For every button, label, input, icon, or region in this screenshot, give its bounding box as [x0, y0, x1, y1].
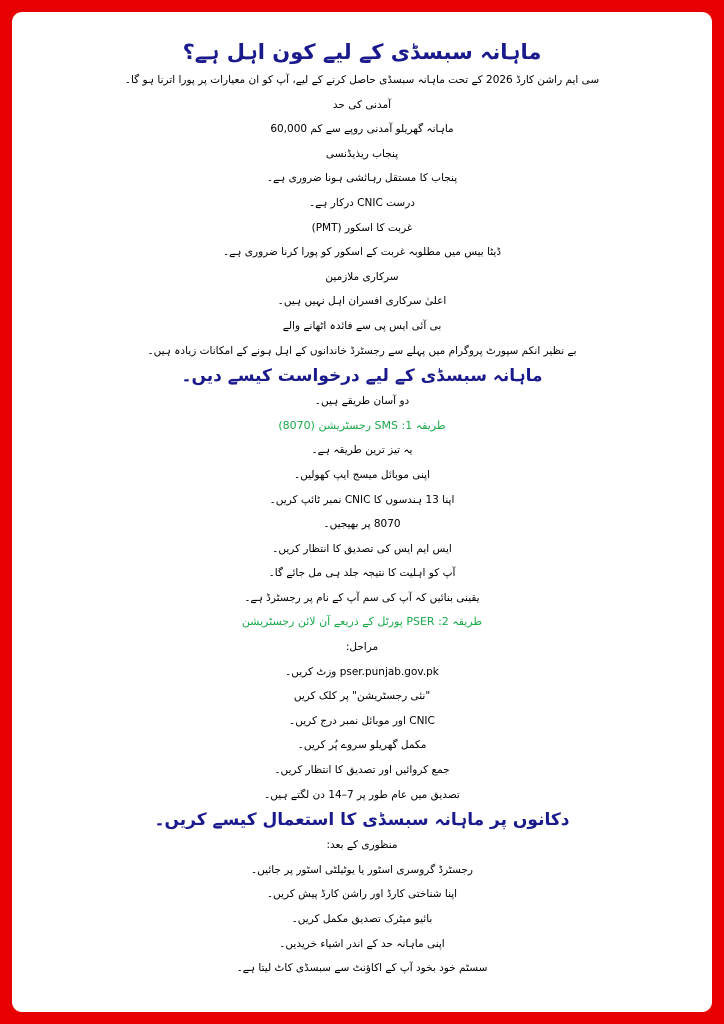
text-line: اپنا شناختی کارڈ اور راشن کارڈ پیش کریں۔	[266, 888, 458, 901]
text-line: بی آئی ایس پی سے فائدہ اٹھانے والے	[282, 319, 442, 332]
text-line: بائیو میٹرک تصدیق مکمل کریں۔	[291, 913, 433, 925]
text-line: مراحل:	[345, 641, 379, 654]
method-2-title: طریقہ 2: PSER پورٹل کے ذریعے آن لائن رجسٹریشن	[241, 615, 483, 629]
text-line: غربت کا اسکور (PMT)	[311, 221, 413, 234]
heading-eligibility: ماہانہ سبسڈی کے لیے کون اہل ہے؟	[182, 40, 542, 64]
heading-apply: ماہانہ سبسڈی کے لیے درخواست کیسے دیں۔	[181, 366, 543, 387]
text-line: مکمل گھریلو سروے پُر کریں۔	[297, 739, 427, 752]
text-line: "نئی رجسٹریشن" پر کلک کریں	[293, 690, 431, 703]
text-line: یقینی بنائیں کہ آپ کی سم آپ کے نام پر رجسٹرڈ ہے۔	[244, 591, 480, 604]
text-line: 8070 پر بھیجیں۔	[323, 518, 401, 531]
text-line: اپنی ماہانہ حد کے اندر اشیاء خریدیں۔	[279, 937, 445, 950]
text-line: سی ایم راشن کارڈ 2026 کے تحت ماہانہ سبسڈی حاصل کرنے کے لیے، آپ کو ان معیارات پر پورا اترنا ہو گا۔	[124, 74, 600, 86]
text-line: منظوری کے بعد:	[326, 839, 398, 852]
text-line: پنجاب ریذیڈنسی	[325, 147, 399, 160]
text-line: ماہانہ گھریلو آمدنی روپے سے کم 60,000	[270, 123, 454, 136]
text-line: تصدیق میں عام طور پر 7–14 دن لگتے ہیں۔	[264, 788, 460, 801]
text-line: اعلیٰ سرکاری افسران اہل نہیں ہیں۔	[277, 295, 447, 308]
article-content	[12, 36, 712, 981]
article-frame	[12, 12, 712, 1012]
text-line: رجسٹرڈ گروسری اسٹور یا یوٹیلٹی اسٹور پر جائیں۔	[251, 863, 473, 876]
text-line: pser.punjab.gov.pk وزٹ کریں۔	[285, 665, 439, 678]
text-line: سرکاری ملازمین	[325, 270, 399, 283]
text-line: ایس ایم ایس کی تصدیق کا انتظار کریں۔	[272, 542, 452, 555]
text-line: آپ کو اہلیت کا نتیجہ جلد ہی مل جائے گا۔	[268, 567, 456, 580]
text-line: سسٹم خود بخود آپ کے اکاؤنٹ سے سبسڈی کاٹ لیتا ہے۔	[236, 962, 488, 975]
text-line: CNIC اور موبائل نمبر درج کریں۔	[289, 714, 435, 727]
text-line: پنجاب کا مستقل رہائشی ہونا ضروری ہے۔	[266, 172, 458, 185]
text-line: اپنی موبائل میسج ایپ کھولیں۔	[293, 468, 431, 481]
text-line: دو آسان طریقے ہیں۔	[314, 395, 410, 408]
text-line: درست CNIC درکار ہے۔	[309, 196, 415, 209]
text-line: آمدنی کی حد	[332, 98, 392, 111]
text-line: اپنا 13 ہندسوں کا CNIC نمبر ٹائپ کریں۔	[269, 493, 455, 506]
method-1-title: طریقہ 1: SMS رجسٹریشن (8070)	[278, 418, 446, 432]
text-line: جمع کروائیں اور تصدیق کا انتظار کریں۔	[274, 764, 450, 777]
text-line: یہ تیز ترین طریقہ ہے۔	[311, 444, 413, 457]
heading-shops: دکانوں پر ماہانہ سبسڈی کا استعمال کیسے کریں۔	[154, 810, 570, 831]
text-line: ڈیٹا بیس میں مطلوبہ غربت کے اسکور کو پورا کرنا ضروری ہے۔	[222, 246, 502, 259]
text-line: بے نظیر انکم سپورٹ پروگرام میں پہلے سے رجسٹرڈ خاندانوں کے اہل ہونے کے امکانات زیادہ ہیں۔	[147, 344, 577, 357]
